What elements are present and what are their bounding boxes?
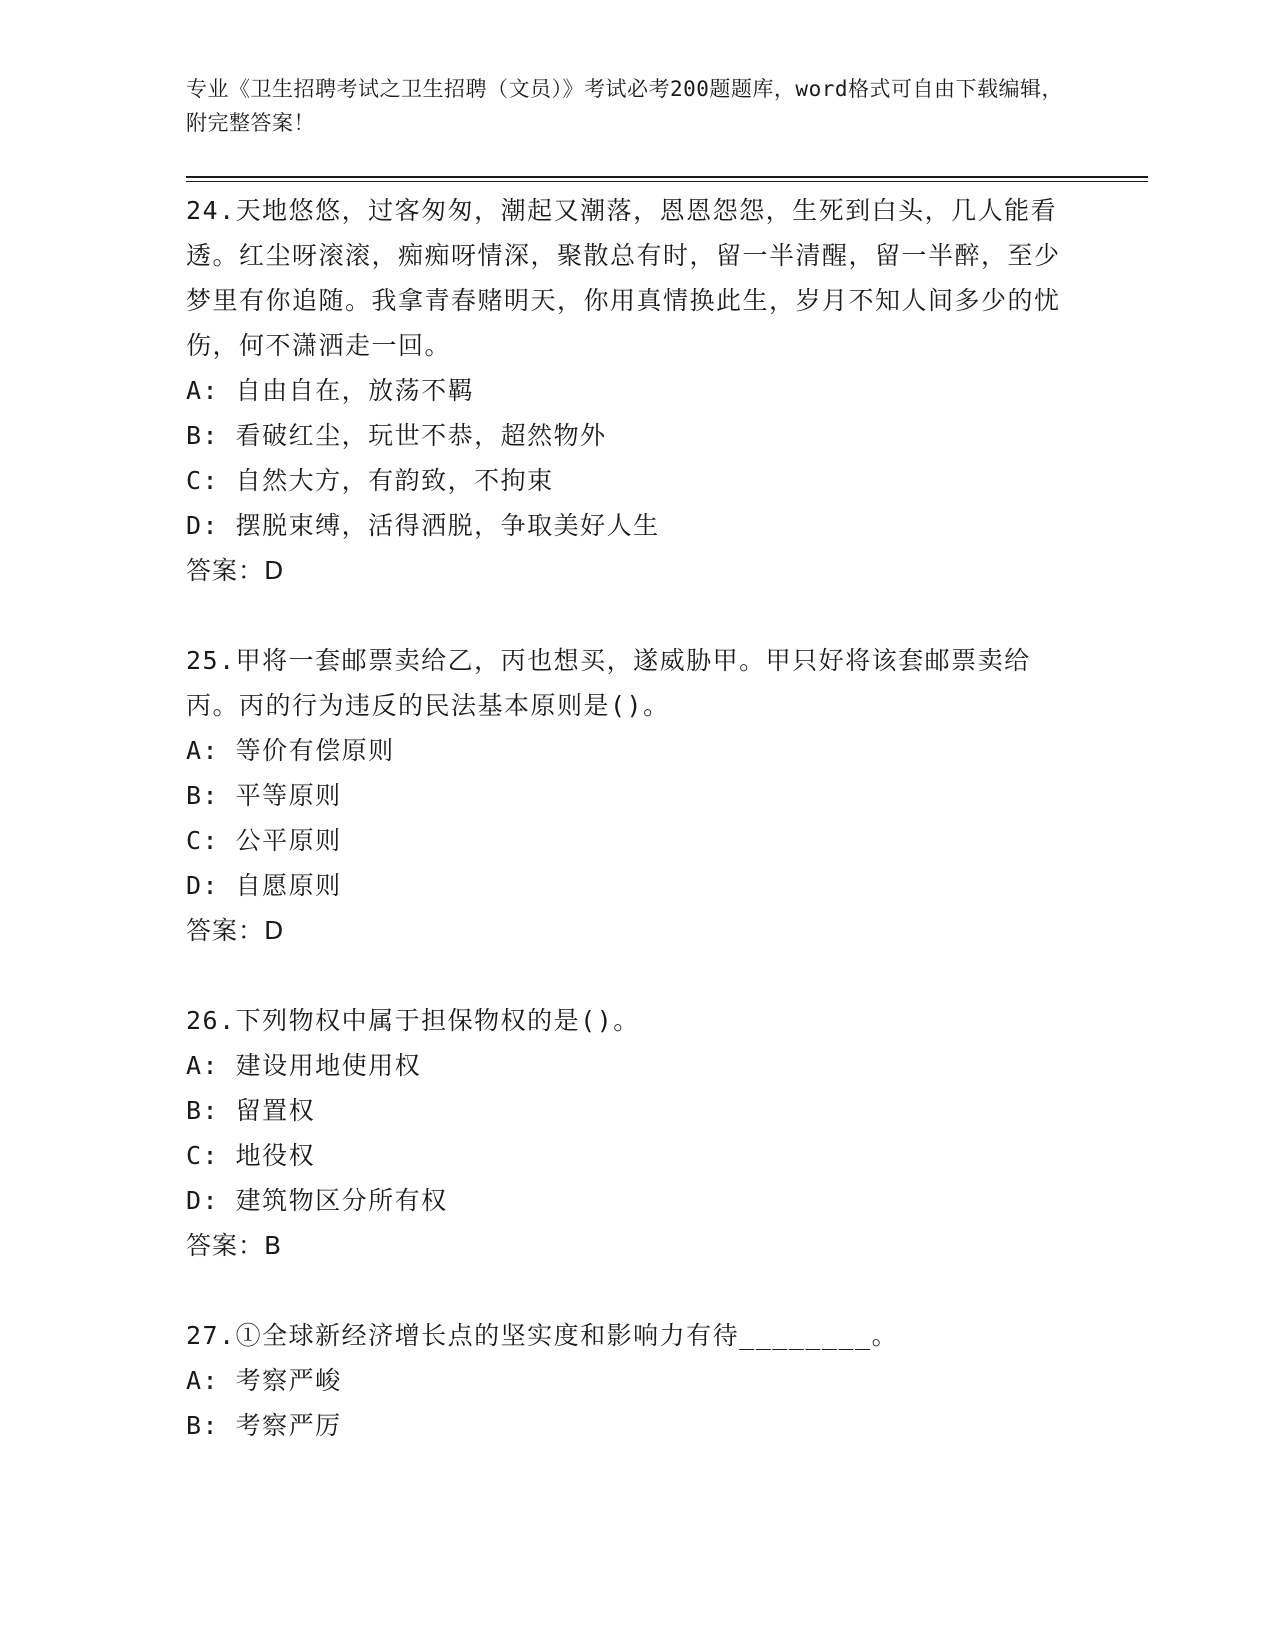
answer-line: 答案：D — [186, 916, 285, 945]
option-b: B: 留置权 — [186, 1096, 316, 1125]
answer-line: 答案：B — [186, 1231, 283, 1260]
option-c: C: 公平原则 — [186, 826, 342, 855]
option-b: B: 看破红尘，玩世不恭，超然物外 — [186, 421, 607, 450]
option-c: C: 自然大方，有韵致，不拘束 — [186, 466, 554, 495]
question-spacer — [186, 1268, 1066, 1313]
header-divider-thin — [186, 181, 1148, 182]
option-c: C: 地役权 — [186, 1141, 316, 1170]
option-a: A: 等价有偿原则 — [186, 736, 395, 765]
question-stem: 27.①全球新经济增长点的坚实度和影响力有待________。 — [186, 1321, 899, 1350]
question-26 — [186, 998, 1066, 1268]
option-b: B: 考察严厉 — [186, 1411, 342, 1440]
document-header — [186, 72, 1066, 140]
header-title: 专业《卫生招聘考试之卫生招聘（文员）》考试必考200题题库，word格式可自由下载编辑，附完整答案！ — [186, 77, 1063, 135]
question-stem: 26.下列物权中属于担保物权的是()。 — [186, 1006, 640, 1035]
question-spacer — [186, 953, 1066, 998]
question-24 — [186, 188, 1066, 593]
option-b: B: 平等原则 — [186, 781, 342, 810]
option-d: D: 摆脱束缚，活得洒脱，争取美好人生 — [186, 511, 660, 540]
option-a: A: 建设用地使用权 — [186, 1051, 422, 1080]
option-d: D: 建筑物区分所有权 — [186, 1186, 448, 1215]
option-d: D: 自愿原则 — [186, 871, 342, 900]
question-stem: 25.甲将一套邮票卖给乙，丙也想买，遂威胁甲。甲只好将该套邮票卖给丙。丙的行为违反的民法基本原则是()。 — [186, 646, 1031, 720]
question-27 — [186, 1313, 1066, 1448]
question-list — [186, 188, 1066, 1448]
question-stem: 24.天地悠悠，过客匆匆，潮起又潮落，恩恩怨怨，生死到白头，几人能看透。红尘呀滚滚，痴痴呀情深，聚散总有时，留一半清醒，留一半醉，至少梦里有你追随。我拿青春赌明天，你用真情换此生，岁月不知人间多少的忧伤，何不潇洒走一回。 — [186, 196, 1061, 360]
option-a: A: 考察严峻 — [186, 1366, 342, 1395]
question-25 — [186, 638, 1066, 953]
header-divider-thick — [186, 176, 1148, 178]
option-a: A: 自由自在，放荡不羁 — [186, 376, 475, 405]
answer-line: 答案：D — [186, 556, 285, 585]
